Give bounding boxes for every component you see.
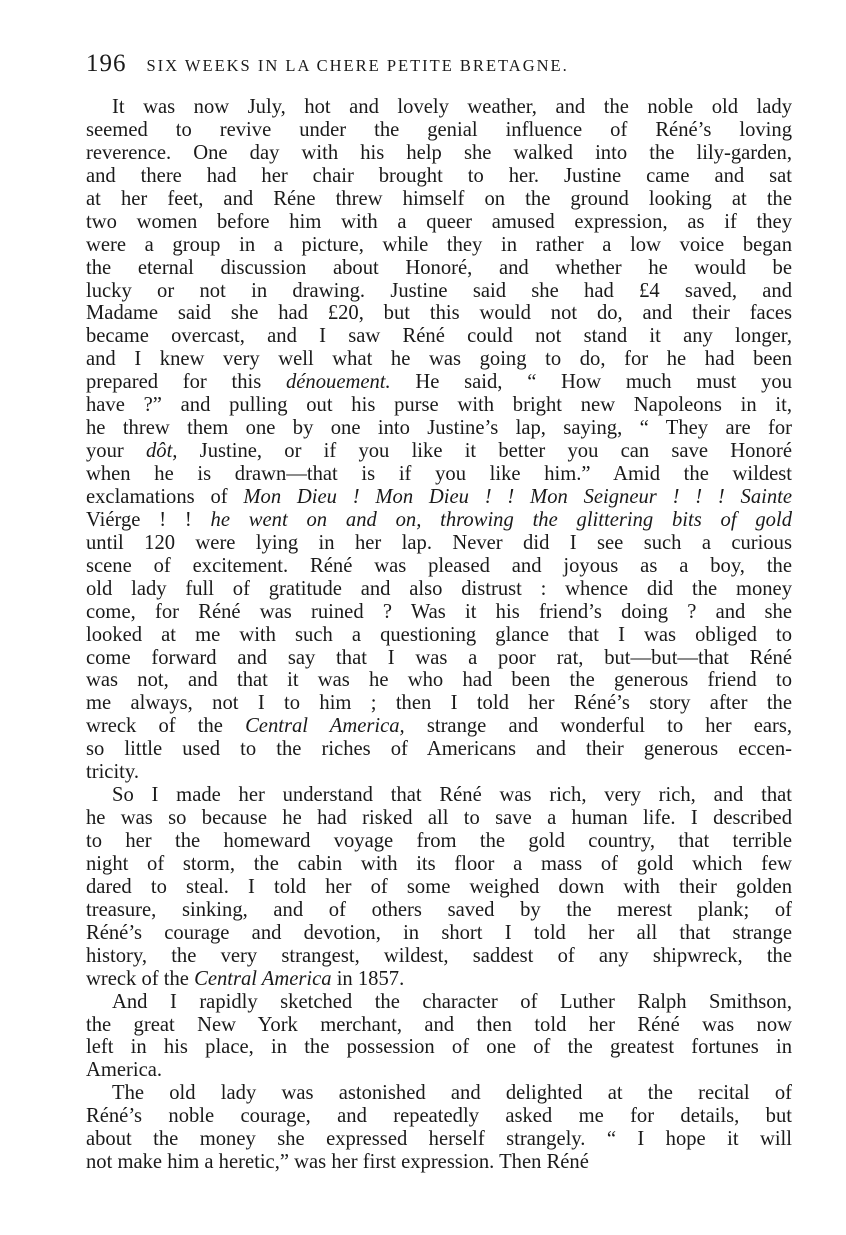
text-run: he threw them one by one into Justine’s lap, saying, “ They are for — [86, 417, 792, 440]
text-run: history, the very strangest, wildest, saddest of any shipwreck, the — [86, 944, 792, 967]
text-line — [86, 807, 792, 830]
text-run: and I knew very well what he was going to do, for he had been — [86, 348, 792, 371]
text-run: Viérge ! ! — [86, 508, 192, 531]
text-line — [86, 509, 792, 532]
text-run: reverence. One day with his help she walked into the lily-garden, — [86, 141, 792, 164]
text-line — [86, 624, 792, 647]
text-line — [86, 463, 792, 486]
italic-text: Central America — [194, 967, 332, 990]
text-run: two women before him with a queer amused expression, as if they — [86, 210, 792, 233]
text-run: not make him a heretic,” was her first expression. Then Réné — [86, 1151, 589, 1174]
text-run: America. — [86, 1059, 163, 1082]
text-run: Madame said she had £20, but this would not do, and their faces — [86, 302, 792, 325]
text-line — [86, 188, 792, 211]
text-line — [86, 394, 792, 417]
text-run: wreck of the — [86, 967, 195, 990]
text-run: Justine, or if you like it better you can save Honoré — [177, 440, 792, 463]
text-line — [86, 234, 792, 257]
text-line — [86, 647, 792, 670]
text-run: so little used to the riches of Americans and their generous eccen- — [86, 738, 792, 761]
text-run: he was so because he had risked all to save a human life. I described — [86, 807, 792, 830]
text-line — [86, 371, 792, 394]
italic-text: Central America, — [245, 715, 405, 738]
text-line — [86, 1014, 792, 1037]
text-line — [86, 784, 792, 807]
text-run: looked at me with such a questioning glance that I was obliged to — [86, 623, 792, 646]
text-line — [86, 486, 792, 509]
text-line — [86, 119, 792, 142]
paragraph — [86, 1082, 792, 1174]
text-line — [86, 945, 792, 968]
text-run: come, for Réné was ruined ? Was it his friend’s doing ? and she — [86, 600, 792, 623]
italic-text: he went on and on, throwing the glittering bits of gold — [191, 508, 792, 531]
text-run: He said, “ How much must you — [390, 371, 792, 394]
text-run: night of storm, the cabin with its floor a mass of gold which few — [86, 852, 792, 875]
text-run: in 1857. — [331, 967, 405, 990]
text-run: at her feet, and Réne threw himself on the ground looking at the — [86, 187, 792, 210]
text-run: lucky or not in drawing. Justine said she had £4 saved, and — [86, 279, 792, 302]
text-line — [86, 968, 792, 991]
text-line — [86, 1151, 792, 1174]
text-line — [86, 830, 792, 853]
text-run: and there had her chair brought to her. Justine came and sat — [86, 164, 792, 187]
text-line — [86, 417, 792, 440]
text-line — [86, 991, 792, 1014]
text-line — [86, 578, 792, 601]
text-line — [86, 280, 792, 303]
text-line — [86, 876, 792, 899]
text-run: Réné’s noble courage, and repeatedly asked me for details, but — [86, 1105, 792, 1128]
text-line — [86, 692, 792, 715]
text-run: dared to steal. I told her of some weighed down with their golden — [86, 875, 792, 898]
text-run: exclamations of — [86, 485, 244, 508]
text-run: your — [86, 440, 146, 463]
text-line — [86, 532, 792, 555]
text-line — [86, 142, 792, 165]
running-title: SIX WEEKS IN LA CHERE PETITE BRETAGNE. — [146, 56, 569, 75]
text-line — [86, 1105, 792, 1128]
text-line — [86, 922, 792, 945]
paragraph — [86, 991, 792, 1083]
italic-text: dôt, — [145, 440, 178, 463]
page-header — [86, 50, 790, 82]
text-run: was not, and that it was he who had been the generous friend to — [86, 669, 792, 692]
text-line — [86, 348, 792, 371]
text-run: the eternal discussion about Honoré, and whether he would be — [86, 256, 792, 279]
text-run: tricity. — [86, 761, 139, 784]
text-run: It was now July, hot and lovely weather, and the noble old lady — [112, 96, 792, 118]
text-run: The old lady was astonished and delighted at the recital of — [112, 1082, 792, 1105]
text-run: became overcast, and I saw Réné could not stand it any longer, — [86, 325, 792, 348]
text-line — [86, 1128, 792, 1151]
text-run: the great New York merchant, and then told her Réné was now — [86, 1013, 792, 1036]
italic-text: Mon Dieu ! Mon Dieu ! ! Mon Seigneur ! ! ! Sainte — [243, 485, 792, 508]
text-line — [86, 738, 792, 761]
text-line — [86, 325, 792, 348]
text-line — [86, 1036, 792, 1059]
paragraph — [86, 784, 792, 990]
text-run: about the money she expressed herself strangely. “ I hope it will — [86, 1128, 792, 1151]
text-line — [86, 257, 792, 280]
text-run: me always, not I to him ; then I told her Réné’s story after the — [86, 692, 792, 715]
italic-text: dénouement. — [286, 371, 391, 394]
page-number: 196 — [86, 50, 127, 77]
text-run: seemed to revive under the genial influence of Réné’s loving — [86, 118, 792, 141]
text-run: Réné’s courage and devotion, in short I told her all that strange — [86, 921, 792, 944]
text-line — [86, 1082, 792, 1105]
text-line — [86, 899, 792, 922]
text-line — [86, 669, 792, 692]
text-run: So I made her understand that Réné was rich, very rich, and that — [112, 784, 792, 807]
text-run: have ?” and pulling out his purse with bright new Napoleons in it, — [86, 394, 792, 417]
body-text — [86, 96, 792, 1174]
text-run: treasure, sinking, and of others saved by the merest plank; of — [86, 898, 792, 921]
text-run: old lady full of gratitude and also distrust : whence did the money — [86, 577, 792, 600]
text-line — [86, 853, 792, 876]
text-run: strange and wonderful to her ears, — [404, 715, 792, 738]
text-run: were a group in a picture, while they in rather a low voice began — [86, 233, 792, 256]
text-line — [86, 715, 792, 738]
text-line — [86, 96, 792, 119]
text-run: when he is drawn—that is if you like him.” Amid the wildest — [86, 463, 792, 485]
text-line — [86, 761, 792, 784]
text-run: wreck of the — [86, 715, 246, 738]
text-line — [86, 1059, 792, 1082]
text-run: until 120 were lying in her lap. Never did I see such a curious — [86, 531, 792, 554]
text-run: left in his place, in the possession of one of the greatest fortunes in — [86, 1036, 792, 1059]
text-run: scene of excitement. Réné was pleased and joyous as a boy, the — [86, 554, 792, 577]
paragraph — [86, 96, 792, 784]
text-line — [86, 165, 792, 188]
text-line — [86, 440, 792, 463]
text-run: And I rapidly sketched the character of Luther Ralph Smithson, — [112, 990, 792, 1013]
text-run: come forward and say that I was a poor rat, but—but—that Réné — [86, 646, 792, 669]
text-line — [86, 211, 792, 234]
text-line — [86, 601, 792, 624]
text-run: prepared for this — [86, 371, 286, 394]
text-line — [86, 555, 792, 578]
text-run: to her the homeward voyage from the gold country, that terrible — [86, 830, 792, 852]
text-line — [86, 302, 792, 325]
